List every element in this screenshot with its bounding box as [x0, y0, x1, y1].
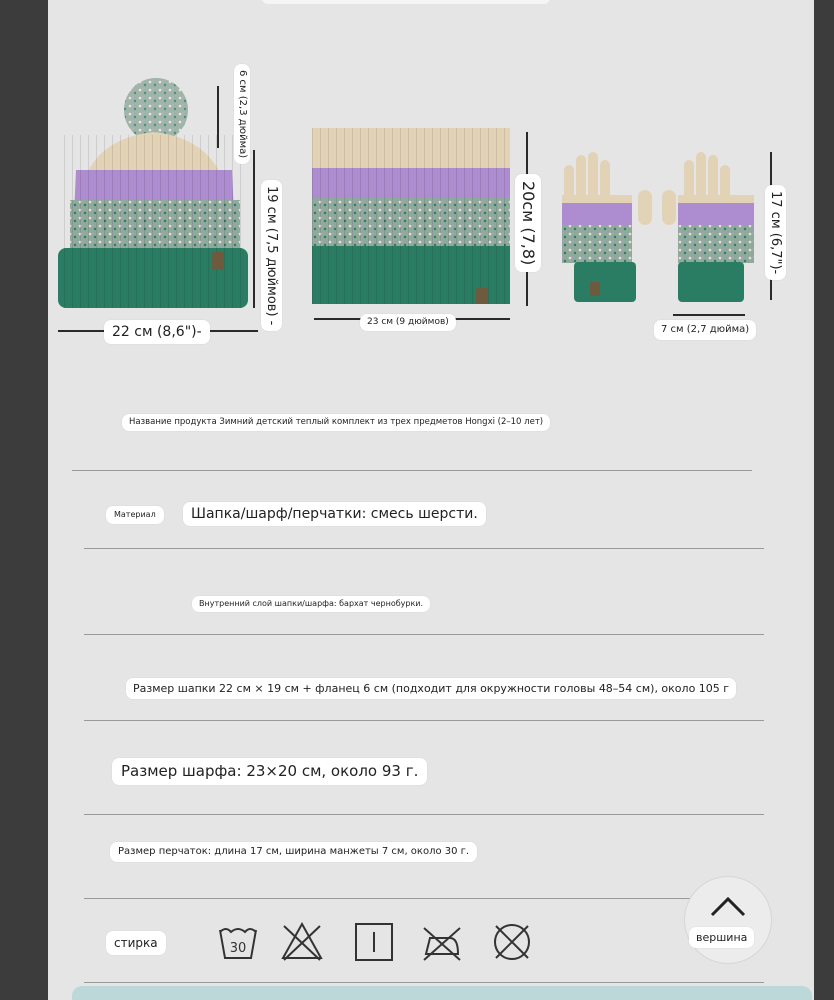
product-name-text: Название продукта Зимний детский теплый комплект из трех предметов Hongxi (2–10 лет): [122, 414, 550, 431]
no-iron-icon: [420, 920, 464, 964]
no-dry-clean-icon: [490, 920, 534, 964]
scroll-to-top-button[interactable]: [685, 877, 771, 963]
scarf-height-label: 20см (7,8): [515, 174, 541, 272]
lining-text: Внутренний слой шапки/шарфа: бархат чернобурки.: [192, 596, 430, 612]
hat-height-dimension-line: [253, 150, 255, 308]
wash-label: стирка: [106, 931, 166, 955]
divider: [84, 634, 764, 635]
hat-height-label: 19 см (7,5 дюймов) -: [261, 180, 282, 331]
hat-width-label: 22 см (8,6")-: [104, 320, 210, 344]
hat-pompom-label: 6 см (2,3 дюйма): [234, 64, 250, 164]
material-value: Шапка/шарф/перчатки: смесь шерсти.: [183, 502, 486, 526]
right-glove-image: [662, 152, 754, 302]
divider: [84, 814, 764, 815]
product-detail-content[interactable]: [48, 0, 814, 1000]
chevron-up-icon: [708, 895, 748, 919]
no-bleach-icon: [280, 920, 324, 964]
hat-size-text: Размер шапки 22 см × 19 см + фланец 6 см (подходит для окружности головы 48–54 см), около 105 г: [126, 678, 736, 699]
gloves-width-label: 7 см (2,7 дюйма): [654, 320, 756, 340]
hat-pompom-dimension-line: [217, 86, 219, 148]
hat-image: [58, 78, 248, 308]
material-label: Материал: [106, 506, 164, 524]
gloves-height-label: 17 см (6,7")-: [765, 185, 786, 280]
scroll-to-top-label: вершина: [689, 927, 754, 948]
divider: [84, 982, 764, 983]
product-illustration: [48, 0, 814, 360]
tumble-dry-icon: [352, 920, 396, 964]
scarf-width-label: 23 см (9 дюймов): [360, 314, 456, 331]
divider: [84, 548, 764, 549]
gloves-width-dimension-line: [673, 314, 745, 316]
divider: [84, 720, 764, 721]
bottom-banner-edge: [72, 986, 812, 1000]
gloves-size-text: Размер перчаток: длина 17 см, ширина манжеты 7 см, около 30 г.: [110, 842, 477, 862]
divider: [84, 898, 764, 899]
divider: [72, 470, 752, 471]
wash-30-icon: [216, 920, 260, 964]
left-glove-image: [562, 152, 652, 302]
scarf-size-text: Размер шарфа: 23×20 см, около 93 г.: [112, 758, 427, 785]
scarf-image: [312, 128, 510, 304]
wash-temperature-text: 30: [229, 941, 247, 956]
